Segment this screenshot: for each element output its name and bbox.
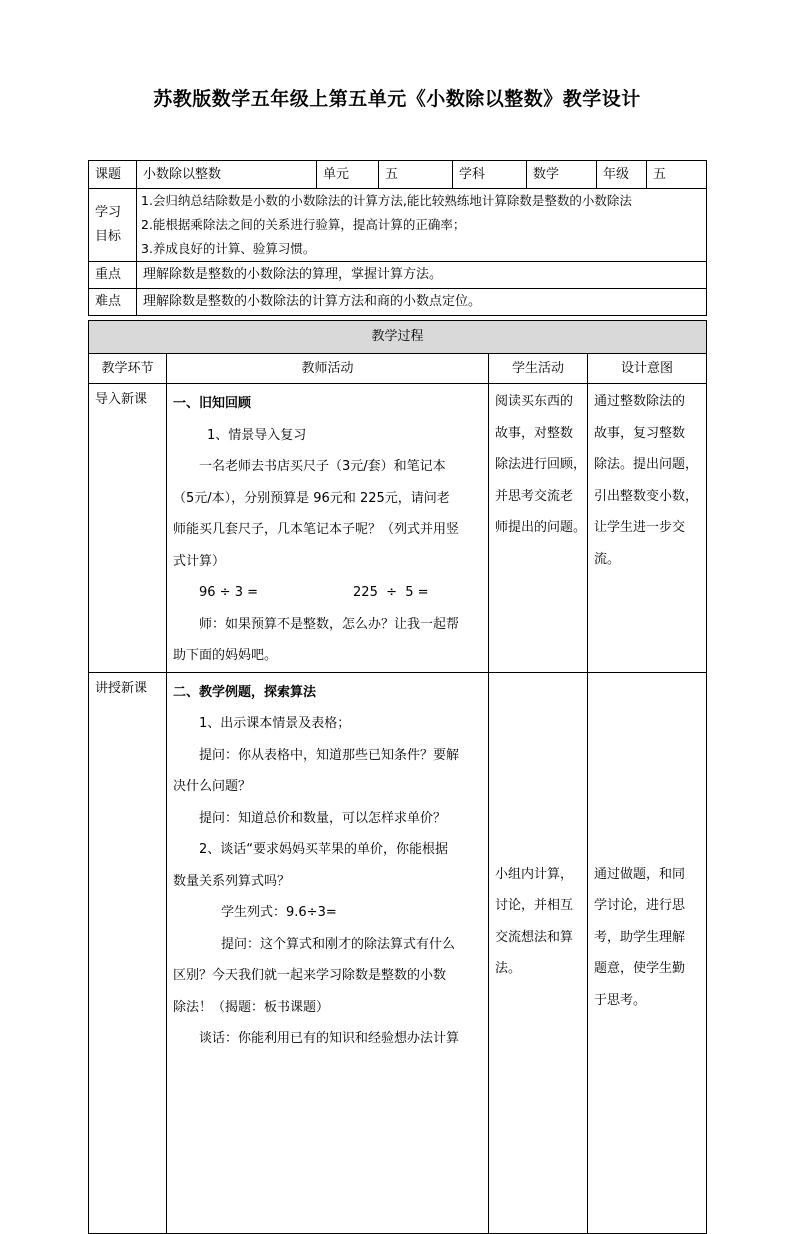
intent-line: 学讨论，进行思 xyxy=(594,898,686,913)
teacher-line: 决什么问题？ xyxy=(173,779,252,794)
header-stage: 教学环节 xyxy=(89,354,167,384)
teacher-line: 学生列式：9.6÷3= xyxy=(221,905,337,920)
teacher-activity-cell xyxy=(167,384,489,673)
teacher-line: 提问：知道总价和数量，可以怎样求单价？ xyxy=(199,810,447,826)
intent-line: 让学生进一步交 xyxy=(594,520,686,535)
intent-line: 除法。提出问题， xyxy=(594,457,699,472)
teacher-line: 师能买几套尺子，几本笔记本子呢？（列式并用竖 xyxy=(173,522,460,537)
student-line: 法。 xyxy=(495,961,522,976)
intent-line: 引出整数变小数， xyxy=(594,488,699,504)
subject-value: 数学 xyxy=(527,161,597,189)
goals-label xyxy=(89,189,137,262)
intent-line: 故事，复习整数 xyxy=(594,425,686,441)
teacher-line: 区别？今天我们就一起来学习除数是整数的小数 xyxy=(173,968,447,983)
intent-line: 流。 xyxy=(594,551,621,567)
student-line: 交流想法和算 xyxy=(495,929,574,945)
stage-cell: 导入新课 xyxy=(89,384,167,673)
key-point-label: 重点 xyxy=(89,262,137,289)
teacher-activity-cell xyxy=(167,672,489,1233)
intent-line: 考，助学生理解 xyxy=(594,929,686,945)
teacher-line: 1、情景导入复习 xyxy=(207,427,307,443)
header-teacher: 教师活动 xyxy=(167,354,489,384)
header-intent: 设计意图 xyxy=(588,354,707,384)
teacher-line: 提问：这个算式和刚才的除法算式有什么 xyxy=(221,936,456,952)
key-point-value: 理解除数是整数的小数除法的算理，掌握计算方法。 xyxy=(137,262,707,289)
teacher-line: 一名老师去书店买尺子（3元/套）和笔记本 xyxy=(199,459,446,474)
teacher-line: 师：如果预算不是整数，怎么办？让我一起帮 xyxy=(199,616,460,632)
teacher-line: 谈话：你能利用已有的知识和经验想办法计算 xyxy=(199,1031,460,1046)
section-heading: 一、旧知回顾 xyxy=(173,396,252,411)
design-intent-cell xyxy=(588,672,707,1233)
goals-label-line-2: 目标 xyxy=(95,229,122,244)
teacher-line: 数量关系列算式吗？ xyxy=(173,873,291,889)
student-activity-cell xyxy=(489,672,588,1233)
grade-value: 五 xyxy=(647,161,707,189)
intent-line: 通过做题，和同 xyxy=(594,866,686,882)
grade-label: 年级 xyxy=(597,161,647,189)
student-line: 小组内计算， xyxy=(495,866,574,882)
student-line: 故事，对整数 xyxy=(495,425,574,441)
teacher-line: 提问：你从表格中，知道那些已知条件？要解 xyxy=(199,747,460,763)
unit-value: 五 xyxy=(379,161,453,189)
student-activity-cell xyxy=(489,384,588,673)
teacher-line: 除法！（揭题：板书课题） xyxy=(173,999,330,1015)
difficulty-value: 理解除数是整数的小数除法的计算方法和商的小数点定位。 xyxy=(137,289,707,316)
header-student: 学生活动 xyxy=(489,354,588,384)
teaching-process-table xyxy=(88,320,707,1234)
teacher-line: （5元/本），分别预算是 96元和 225元，请问老 xyxy=(173,490,450,506)
goals-content xyxy=(137,189,707,262)
teacher-line: 助下面的妈妈吧。 xyxy=(173,648,278,663)
goal-item: 1.会归纳总结除数是小数的小数除法的计算方法,能比较熟练地计算除数是整数的小数除法 xyxy=(141,193,632,208)
student-line: 并思考交流老 xyxy=(495,488,574,504)
teacher-line: 2、谈话“要求妈妈买苹果的单价，你能根据 xyxy=(199,842,449,857)
intent-line: 于思考。 xyxy=(594,992,647,1008)
unit-label: 单元 xyxy=(317,161,379,189)
goal-item: 2.能根据乘除法之间的关系进行验算，提高计算的正确率； xyxy=(141,217,466,232)
topic-value: 小数除以整数 xyxy=(137,161,317,189)
student-line: 师提出的问题。 xyxy=(495,520,587,535)
stage-cell: 讲授新课 xyxy=(89,672,167,1233)
intent-line: 题意，使学生勤 xyxy=(594,961,686,976)
student-line: 阅读买东西的 xyxy=(495,394,574,409)
student-line: 除法进行回顾， xyxy=(495,457,587,472)
difficulty-label: 难点 xyxy=(89,289,137,316)
subject-label: 学科 xyxy=(453,161,527,189)
lesson-info-table xyxy=(88,160,707,316)
teacher-line: 1、出示课本情景及表格； xyxy=(199,716,351,731)
goal-item: 3.养成良好的计算、验算习惯。 xyxy=(141,241,316,256)
process-bar: 教学过程 xyxy=(89,321,707,354)
student-line: 讨论，并相互 xyxy=(495,898,574,913)
design-intent-cell xyxy=(588,384,707,673)
teacher-line: 式计算） xyxy=(173,553,226,569)
document-title: 苏教版数学五年级上第五单元《小数除以整数》教学设计 xyxy=(153,88,641,110)
teacher-line: 96 ÷ 3 = 225 ÷ 5 = xyxy=(199,585,429,600)
goals-label-line-1: 学习 xyxy=(95,205,122,220)
section-heading: 二、教学例题，探索算法 xyxy=(173,684,317,700)
intent-line: 通过整数除法的 xyxy=(594,394,686,409)
topic-label: 课题 xyxy=(89,161,137,189)
